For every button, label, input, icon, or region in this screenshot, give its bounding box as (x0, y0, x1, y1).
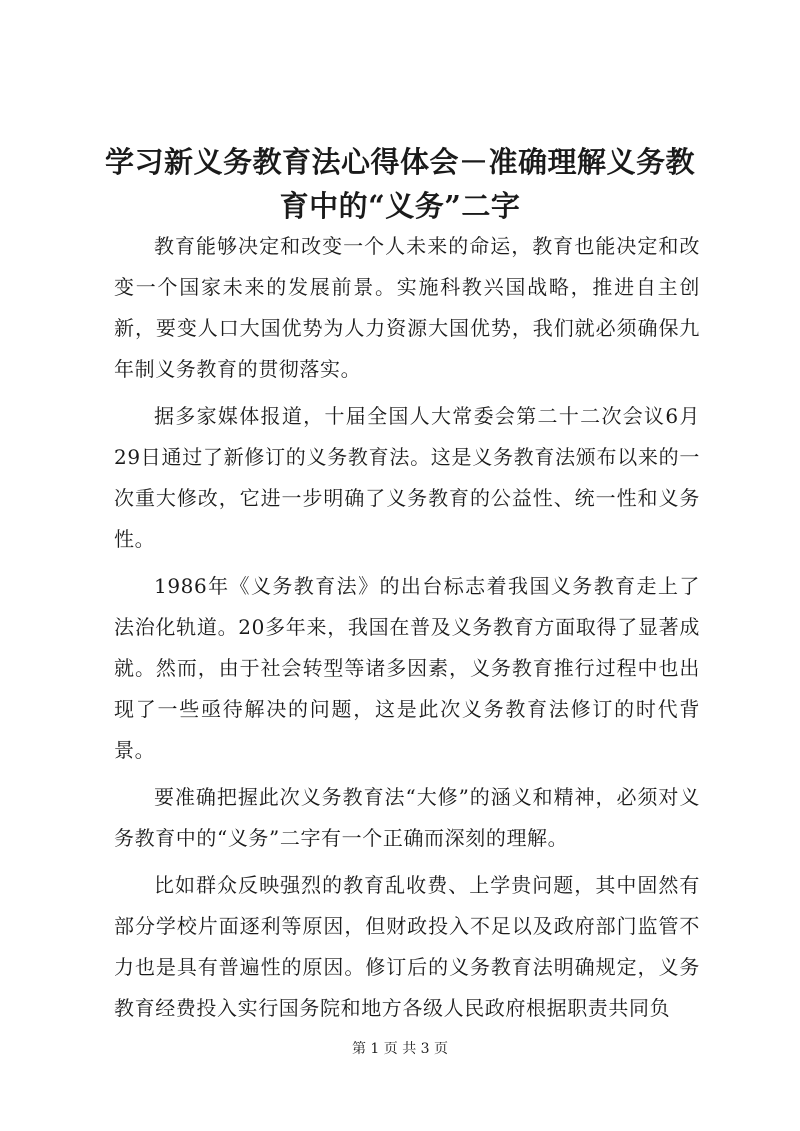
page-footer: 第 1 页 共 3 页 (351, 1041, 449, 1057)
paragraph: 比如群众反映强烈的教育乱收费、上学贵问题，其中固然有部分学校片面逐利等原因，但财政投入不足以及政府部门监管不力也是具有普遍性的原因。修订后的义务教育法明确规定，义务教育经费投入实行国务院和地方各级人民政府根据职责共同负 (114, 873, 700, 1020)
paragraph: 1986年《义务教育法》的出台标志着我国义务教育走上了法治化轨道。20多年来，我国在普及义务教育方面取得了显著成就。然而，由于社会转型等诸多因素，义务教育推行过程中也出现了一些亟待解决的问题，这是此次义务教育法修订的时代背景。 (114, 574, 700, 762)
document-body (114, 226, 700, 1035)
document-title: 学习新义务教育法心得体会－准确理解义务教育中的“义务”二字 (104, 145, 695, 223)
paragraph: 据多家媒体报道，十届全国人大常委会第二十二次会议6月29日通过了新修订的义务教育法。这是义务教育法颁布以来的一次重大修改，它进一步明确了义务教育的公益性、统一性和义务性。 (114, 404, 700, 551)
paragraph: 教育能够决定和改变一个人未来的命运，教育也能决定和改变一个国家未来的发展前景。实施科教兴国战略，推进自主创新，要变人口大国优势为人力资源大国优势，我们就必须确保九年制义务教育的贯彻落实。 (114, 234, 700, 381)
paragraph: 要准确把握此次义务教育法“大修”的涵义和精神，必须对义务教育中的“义务”二字有一个正确而深刻的理解。 (114, 785, 700, 850)
